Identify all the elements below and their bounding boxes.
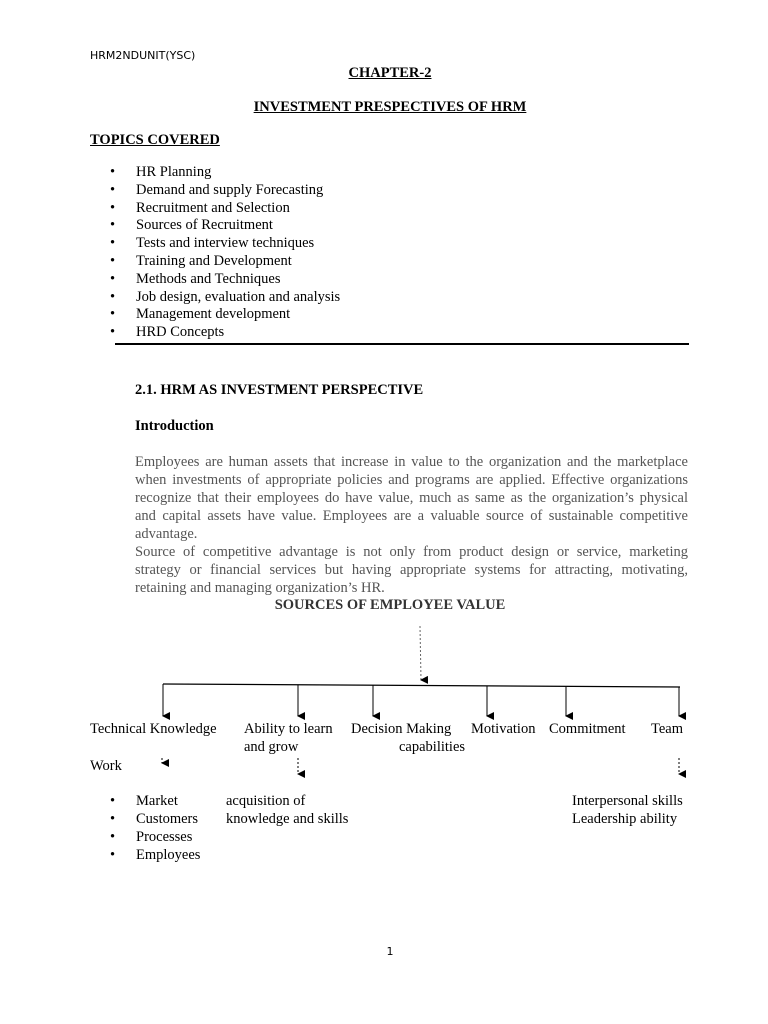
list-item: • HRD Concepts [110, 324, 225, 341]
subheading-introduction: Introduction [135, 418, 214, 434]
chapter-title: INVESTMENT PRESPECTIVES OF HRM [253, 99, 527, 115]
bullet-icon: • [110, 306, 116, 323]
bullet-icon: • [110, 811, 116, 827]
list-item: • Market [110, 793, 178, 809]
source-ability-line1: Ability to learn [244, 721, 333, 737]
bullet-icon: • [110, 235, 116, 252]
source-decision-line1: Decision Making [351, 721, 452, 737]
list-item: • Employees [110, 847, 201, 863]
team-item: Leadership ability [572, 811, 678, 827]
list-item: • HR Planning [110, 164, 212, 180]
bullet-icon: • [110, 217, 116, 234]
intro-paragraph: Employees are human assets that increase in value to the organization and the marketplace when investments of appropriate policies and programs are applied. Effective organizations recognize that their employees do have value, much as same as the organization’s physical and capital assets have value. Employees are a valuable source of sustainable competitive advantage. Source of competitive advantage is not only from product design or service, marketing strategy or financial services but having appropriate systems for attracting, motivating, retaining and managing organization’s HR. [135, 454, 688, 596]
ability-item: acquisition of [226, 793, 306, 809]
bullet-icon: • [110, 829, 116, 845]
team-item: Interpersonal skills [572, 793, 683, 809]
page-number: 1 [386, 945, 394, 958]
list-item: • Sources of Recruitment [110, 217, 273, 234]
bullet-icon: • [110, 288, 116, 305]
bullet-icon: • [110, 324, 116, 341]
list-item: • Training and Development [110, 252, 292, 269]
topics-heading: TOPICS COVERED [90, 132, 220, 148]
bullet-icon: • [110, 252, 116, 269]
list-item: • Recruitment and Selection [110, 199, 290, 216]
bullet-icon: • [110, 793, 116, 809]
list-item: • Methods and Techniques [110, 270, 281, 287]
source-technical-knowledge: Technical Knowledge [90, 721, 217, 737]
list-item: • Processes [110, 829, 193, 845]
running-head: HRM2NDUNIT(YSC) [90, 49, 196, 62]
bullet-icon: • [110, 164, 116, 180]
source-team: Team [651, 721, 683, 737]
bullet-icon: • [110, 181, 116, 198]
central-connector [420, 626, 421, 680]
list-item: • Demand and supply Forecasting [110, 181, 324, 198]
list-item: • Tests and interview techniques [110, 235, 315, 252]
chapter-number: CHAPTER-2 [348, 65, 432, 81]
source-ability-line2: and grow [244, 739, 299, 755]
source-decision-line2: capabilities [399, 739, 466, 755]
branch-bar [163, 684, 680, 687]
section-heading: 2.1. HRM AS INVESTMENT PERSPECTIVE [135, 382, 424, 398]
work-items-list [110, 792, 200, 864]
ability-item: knowledge and skills [226, 811, 349, 827]
bullet-icon: • [110, 270, 116, 287]
source-technical-work: Work [90, 758, 122, 774]
source-commitment: Commitment [549, 721, 626, 737]
source-motivation: Motivation [471, 721, 536, 737]
diagram-title: SOURCES OF EMPLOYEE VALUE [274, 597, 506, 613]
bullet-icon: • [110, 847, 116, 863]
list-item: • Job design, evaluation and analysis [110, 288, 341, 305]
list-item: • Management development [110, 306, 291, 323]
bullet-icon: • [110, 199, 116, 216]
list-item: • Customers [110, 811, 199, 827]
